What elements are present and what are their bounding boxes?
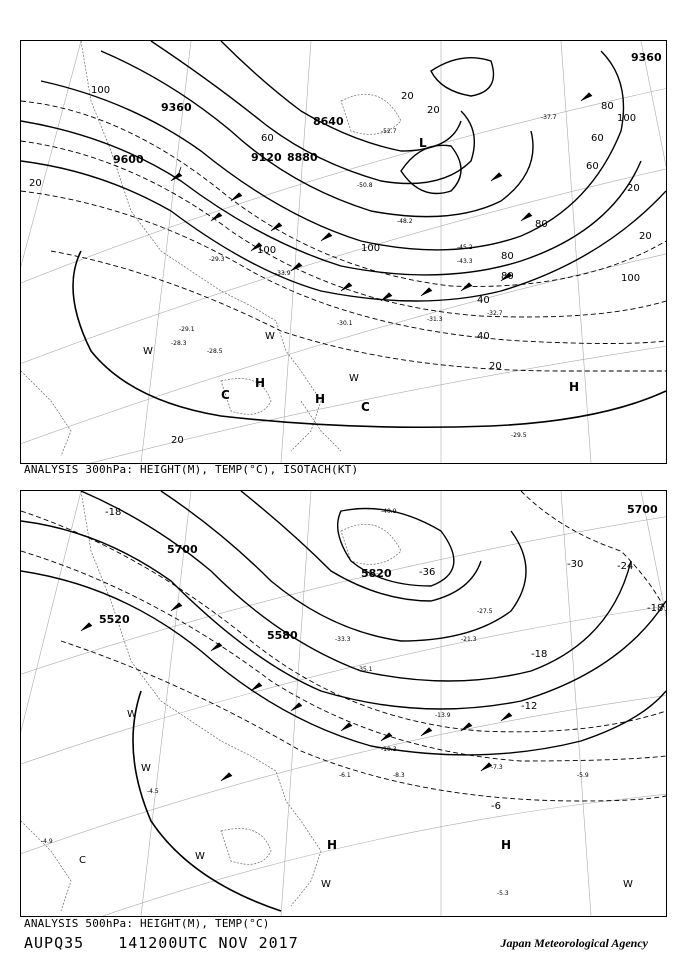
station-value: -4.9 <box>41 838 53 845</box>
station-value: -45.2 <box>457 244 473 251</box>
station-value: -13.9 <box>435 712 451 719</box>
warm-center-marker: W <box>195 851 205 862</box>
height-label: 5580 <box>267 629 298 642</box>
isotach-label: 20 <box>29 178 42 189</box>
height-label: 9120 <box>251 151 282 164</box>
coastlines <box>21 491 401 911</box>
isotherm-label: -30 <box>567 559 584 570</box>
station-value: -30.1 <box>337 320 353 327</box>
station-value: -4.5 <box>147 788 159 795</box>
station-value: -33.9 <box>275 270 291 277</box>
cold-center-marker: C <box>361 400 370 414</box>
isotherm-label: -24 <box>617 561 634 572</box>
warm-center-marker: W <box>321 879 331 890</box>
warm-center-marker: W <box>127 709 137 720</box>
isotach-label: 20 <box>489 361 502 372</box>
station-value: -32.7 <box>487 310 503 317</box>
isotach-label: 20 <box>401 91 414 102</box>
bulletin-datetime: 141200UTC NOV 2017 <box>118 934 299 952</box>
station-value: -40.9 <box>381 508 397 515</box>
isotach-label: 80 <box>501 251 514 262</box>
station-value: -31.3 <box>427 316 443 323</box>
warm-center-marker: W <box>349 373 359 384</box>
bulletin-header <box>24 934 333 952</box>
height-label: 5820 <box>361 567 392 580</box>
isotach-label: 20 <box>627 183 640 194</box>
station-value: -8.3 <box>393 772 405 779</box>
isotach-label: 20 <box>427 105 440 116</box>
cold-center-marker: C <box>79 855 86 866</box>
isotach-label: 100 <box>621 273 641 284</box>
high-center-marker: H <box>255 376 266 390</box>
high-center-marker: H <box>327 838 338 852</box>
height-label: 9360 <box>161 101 192 114</box>
isotherm-label: -36 <box>419 567 436 578</box>
station-value: -21.3 <box>461 636 477 643</box>
warm-center-marker: W <box>143 346 153 357</box>
chart-300hpa <box>20 40 667 464</box>
warm-center-marker: W <box>265 331 275 342</box>
high-center-marker: H <box>315 392 326 406</box>
station-value: -29.1 <box>179 326 195 333</box>
station-value: -27.5 <box>477 608 493 615</box>
isotherm-label: -12 <box>521 701 538 712</box>
station-value: -10.3 <box>381 746 397 753</box>
chart-500hpa <box>20 490 667 917</box>
station-value: -29.3 <box>209 256 225 263</box>
isotach-label: 20 <box>639 231 652 242</box>
isotach-label: 40 <box>477 295 490 306</box>
isotach-label: 20 <box>171 435 184 446</box>
station-value: -7.3 <box>491 764 503 771</box>
station-value: -37.7 <box>541 114 557 121</box>
height-label: 5700 <box>627 503 658 516</box>
isotach-label: 100 <box>91 85 111 96</box>
isotach-label: 60 <box>586 161 599 172</box>
graticule <box>21 491 666 916</box>
height-label: 8880 <box>287 151 318 164</box>
station-value: -5.3 <box>497 890 509 897</box>
station-value: -52.7 <box>381 128 397 135</box>
warm-center-marker: W <box>623 879 633 890</box>
isotach-label: 80 <box>501 271 514 282</box>
isotach-label: 40 <box>477 331 490 342</box>
isotach-label: 60 <box>591 133 604 144</box>
chart-500hpa-canvas <box>21 491 666 916</box>
cold-center-marker: C <box>221 388 230 402</box>
isotach-label: 100 <box>361 243 381 254</box>
height-label: 8640 <box>313 115 344 128</box>
isotherm-label: -6 <box>491 801 501 812</box>
chart-300hpa-canvas <box>21 41 666 463</box>
station-value: -43.3 <box>457 258 473 265</box>
station-value: -50.8 <box>357 182 373 189</box>
station-value: -5.9 <box>577 772 589 779</box>
bulletin-code: AUPQ35 <box>24 934 85 952</box>
isotherm-label: -18 <box>105 507 122 518</box>
isotach-label: 80 <box>601 101 614 112</box>
wind-barbs <box>171 93 592 301</box>
height-label: 9360 <box>631 51 662 64</box>
station-value: -29.5 <box>511 432 527 439</box>
height-label: 5520 <box>99 613 130 626</box>
isotach-label: 100 <box>617 113 637 124</box>
height-label: 9600 <box>113 153 144 166</box>
station-value: -28.5 <box>207 348 223 355</box>
coastlines <box>21 41 401 456</box>
chart-300hpa-caption: ANALYSIS 300hPa: HEIGHT(M), TEMP(°C), ISOTACH(KT) <box>24 463 359 476</box>
isotach-label: 100 <box>257 245 277 256</box>
low-center-marker: L <box>419 136 427 150</box>
station-value: -48.2 <box>397 218 413 225</box>
station-value: -6.1 <box>339 772 351 779</box>
station-value: -35.1 <box>357 666 373 673</box>
high-center-marker: H <box>569 380 580 394</box>
isotach-label: 60 <box>261 133 274 144</box>
station-value: -33.3 <box>335 636 351 643</box>
isotach-label: 80 <box>535 219 548 230</box>
isotherm-label: -18 <box>531 649 548 660</box>
ridge-line <box>133 691 281 911</box>
station-value: -28.3 <box>171 340 187 347</box>
high-center-marker: H <box>501 838 512 852</box>
chart-500hpa-caption: ANALYSIS 500hPa: HEIGHT(M), TEMP(°C) <box>24 917 270 930</box>
warm-center-marker: W <box>141 763 151 774</box>
height-label: 5700 <box>167 543 198 556</box>
agency-credit: Japan Meteorological Agency <box>500 936 648 950</box>
isotherm-label: -18 <box>647 603 664 614</box>
isotachs <box>21 101 666 371</box>
